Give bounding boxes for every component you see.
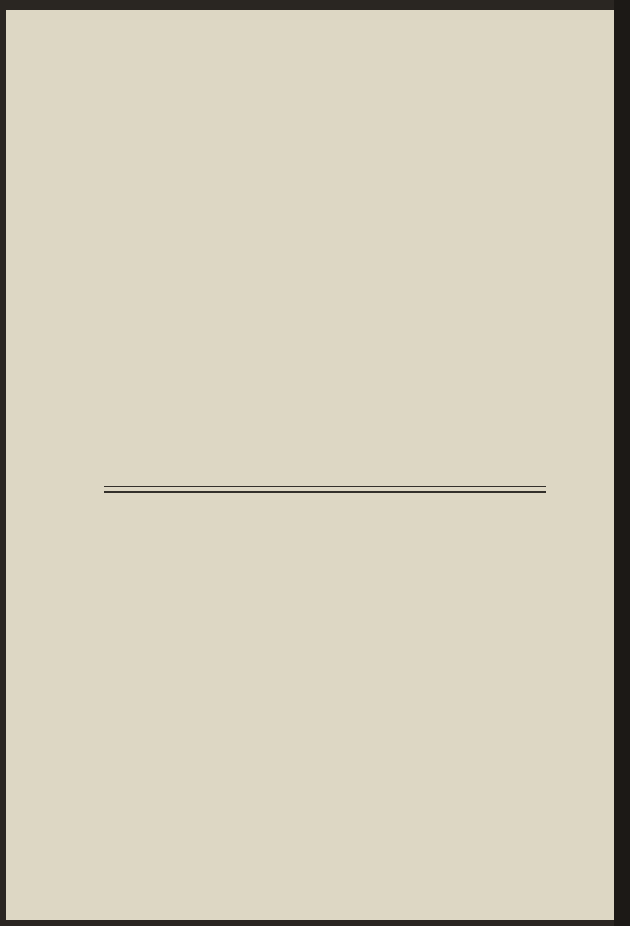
production-table	[104, 486, 546, 493]
book-spine	[614, 0, 630, 926]
table-bottom-rule	[104, 491, 546, 493]
table-top-rule	[104, 486, 546, 487]
book-page	[6, 10, 614, 920]
